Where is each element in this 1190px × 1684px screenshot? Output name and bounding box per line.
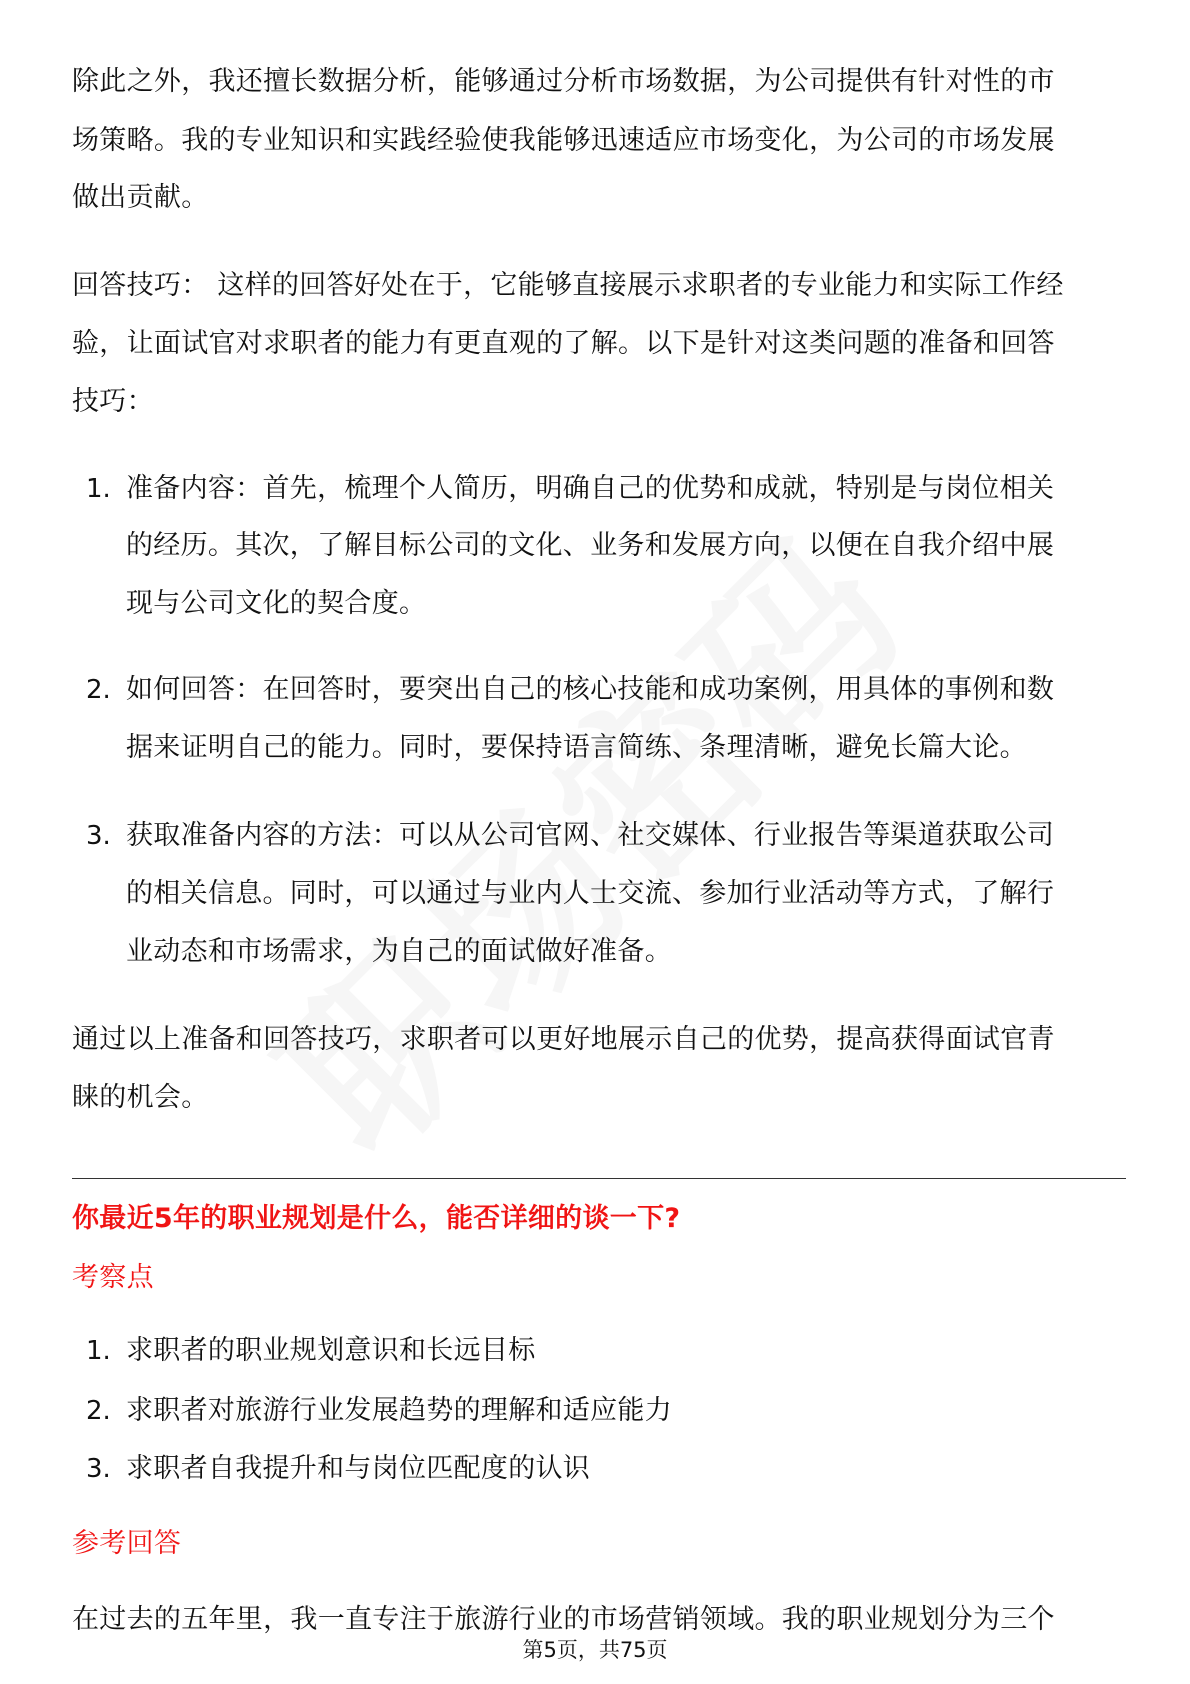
paragraph-line: 做出贡献。 <box>72 182 209 213</box>
paragraph-line: 技巧： <box>72 386 154 417</box>
paragraph-line: 通过以上准备和回答技巧，求职者可以更好地展示自己的优势，提高获得面试官青 <box>72 1024 1055 1055</box>
section-divider <box>72 1178 1126 1179</box>
list-item-line: 的经历。其次，了解目标公司的文化、业务和发展方向，以便在自我介绍中展 <box>126 530 1055 561</box>
list-number: 2. <box>86 1396 111 1426</box>
list-number: 1. <box>86 474 111 504</box>
list-number: 2. <box>86 675 111 705</box>
paragraph-line: 场策略。我的专业知识和实践经验使我能够迅速适应市场变化，为公司的市场发展 <box>72 125 1055 156</box>
page-footer: 第5页，共75页 <box>522 1638 668 1662</box>
list-item-line: 准备内容：首先，梳理个人简历，明确自己的优势和成就，特别是与岗位相关 <box>126 473 1055 504</box>
paragraph-line: 回答技巧： 这样的回答好处在于，它能够直接展示求职者的专业能力和实际工作经 <box>72 270 1064 301</box>
list-number: 3. <box>86 1454 111 1484</box>
list-item-line: 的相关信息。同时，可以通过与业内人士交流、参加行业活动等方式，了解行 <box>126 878 1055 909</box>
list-number: 1. <box>86 1336 111 1366</box>
paragraph-line: 验，让面试官对求职者的能力有更直观的了解。以下是针对这类问题的准备和回答 <box>72 328 1055 359</box>
list-item-line: 如何回答：在回答时，要突出自己的核心技能和成功案例，用具体的事例和数 <box>126 674 1055 705</box>
question-heading: 你最近5年的职业规划是什么，能否详细的谈一下? <box>72 1203 681 1234</box>
point-item: 求职者对旅游行业发展趋势的理解和适应能力 <box>126 1395 672 1426</box>
list-number: 3. <box>86 821 111 851</box>
point-item: 求职者的职业规划意识和长远目标 <box>126 1335 536 1366</box>
answer-title: 参考回答 <box>72 1528 182 1559</box>
points-title: 考察点 <box>72 1262 154 1293</box>
point-item: 求职者自我提升和与岗位匹配度的认识 <box>126 1453 591 1484</box>
list-item-line: 现与公司文化的契合度。 <box>126 588 427 619</box>
list-item-line: 获取准备内容的方法：可以从公司官网、社交媒体、行业报告等渠道获取公司 <box>126 820 1055 851</box>
list-item-line: 业动态和市场需求，为自己的面试做好准备。 <box>126 936 672 967</box>
list-item-line: 据来证明自己的能力。同时，要保持语言简练、条理清晰，避免长篇大论。 <box>126 732 1027 763</box>
paragraph-line: 睐的机会。 <box>72 1082 209 1113</box>
paragraph-line: 除此之外，我还擅长数据分析，能够通过分析市场数据，为公司提供有针对性的市 <box>72 66 1055 97</box>
paragraph-line: 在过去的五年里，我一直专注于旅游行业的市场营销领域。我的职业规划分为三个 <box>72 1604 1055 1635</box>
